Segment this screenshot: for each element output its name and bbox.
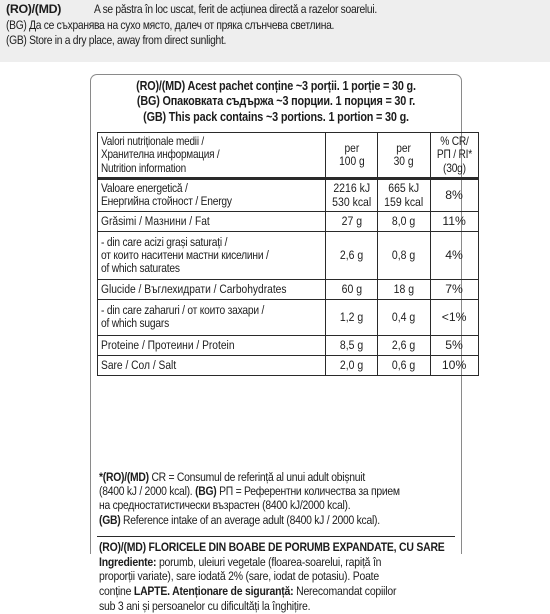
left-margin: [0, 62, 90, 550]
table-row-saturates: [98, 232, 479, 280]
portion-bg: (BG) Опаковката съдържа ~3 порции. 1 порция = 30 г.: [136, 94, 416, 109]
salt-ri: 10%: [430, 356, 478, 376]
product-description: [99, 540, 455, 614]
fat-p30: 8,0 g: [392, 213, 416, 228]
header-ri-a: % CR/: [439, 134, 469, 149]
storage-info: [0, 0, 550, 62]
protein-ri: 5%: [430, 336, 478, 356]
energy-p30-kj: 665 kJ: [388, 181, 420, 196]
ingredients-line-1: porumb, uleiuri vegetale (floarea-soarelui, rapiță în: [156, 554, 382, 569]
energy-label-b: Енергийна стойност / Energy: [101, 194, 232, 209]
energy-ri: 8%: [430, 179, 478, 212]
sugar-p30: 0,4 g: [392, 309, 416, 324]
salt-p30: 0,6 g: [392, 357, 416, 372]
allergen-warning: LAPTE. Atenționare de siguranță:: [133, 584, 294, 599]
ingredients-line-3b: Nerecomandat copiilor: [293, 584, 397, 599]
footnote-line-1: CR = Consumul de referință al unui adult obișnuit: [148, 470, 365, 484]
sat-label-c: of which saturates: [101, 261, 180, 275]
carb-p100: 60 g: [341, 281, 362, 296]
protein-p100: 8,5 g: [339, 337, 364, 352]
fat-p100: 27 g: [341, 213, 362, 228]
sugar-label-a: - din care zaharuri / от които захари /: [101, 303, 265, 318]
sat-label-b: от които наситени мастни киселини /: [101, 247, 269, 262]
sat-p30: 0,8 g: [392, 247, 416, 262]
footnote-line-2a: (8400 kJ / 2000 kcal).: [99, 484, 196, 499]
table-row-energy: [98, 179, 479, 212]
product-title: (RO)/(MD) FLORICELE DIN BOABE DE PORUMB EXPANDATE, CU SARE: [99, 540, 445, 554]
storage-gb: (GB) Store in a dry place, away from direct sunlight.: [6, 33, 227, 48]
ingredients-line-4: sub 3 ani și persoanelor cu dificultăți la înghițire.: [99, 598, 311, 613]
table-row-fat: [98, 212, 479, 232]
header-per100-a: per: [344, 140, 359, 155]
header-label-gb: Nutrition information: [101, 160, 186, 175]
table-header-row: [98, 133, 479, 179]
header-per30-b: 30 g: [393, 154, 414, 168]
header-per30-a: per: [396, 140, 412, 155]
storage-ro: A se păstra în loc uscat, ferit de acțiunea directă a razelor soarelui.: [94, 2, 377, 16]
salt-p100: 2,0 g: [339, 357, 364, 372]
ingredients-line-2: proporții variate), sare iodată 2% (sare, iodat de potasiu). Poate: [99, 569, 379, 584]
header-ri-c: (30g): [442, 160, 466, 175]
footnote-gb-label: (GB): [99, 512, 121, 527]
header-ri-b: РП / RI*: [436, 147, 472, 162]
table-row-protein: [98, 336, 479, 356]
reference-intake-footnote: [99, 470, 455, 527]
sat-label-a: - din care acizi grași saturați /: [101, 234, 228, 249]
energy-p30-kcal: 159 kcal: [384, 194, 424, 209]
footnote-line-4: Reference intake of an average adult (8400 kJ / 2000 kcal).: [120, 512, 380, 527]
carb-label: Glucide / Въглехидрати / Carbohydrates: [101, 281, 287, 296]
sat-p100: 2,6 g: [339, 247, 364, 262]
salt-label: Sare / Сол / Salt: [101, 357, 177, 372]
table-row-sugars: [98, 300, 479, 336]
header-per100-b: 100 g: [338, 154, 365, 168]
sugar-p100: 1,2 g: [339, 309, 364, 324]
footnote-ro-label: *(RO)/(MD): [99, 470, 149, 484]
portion-info: [91, 75, 461, 125]
ingredients-label: Ingrediente:: [99, 554, 157, 569]
header-ri-cell: [430, 133, 478, 179]
footnote-line-2b: РП = Референтни количества за прием: [216, 484, 400, 499]
footnote-line-3: на средностатистически възрастен (8400 kJ/2000 kcal).: [99, 498, 351, 513]
storage-ro-label: (RO)/(MD): [6, 2, 62, 16]
energy-p100-kcal: 530 kcal: [332, 194, 372, 209]
nutrition-table: [97, 132, 479, 376]
carb-ri: 7%: [430, 280, 478, 300]
carb-p30: 18 g: [393, 281, 415, 296]
header-per100-cell: [325, 133, 377, 179]
portion-gb: (GB) This pack contains ~3 portions. 1 portion = 30 g.: [143, 109, 409, 124]
portion-ro: (RO)/(MD) Acest pachet conține ~3 porții. 1 porție = 30 g.: [136, 79, 416, 93]
table-row-carbohydrates: [98, 280, 479, 300]
energy-label-a: Valoare energetică /: [101, 181, 188, 196]
nutrition-label-panel: [90, 74, 472, 613]
header-per30-cell: [378, 133, 430, 179]
divider: [97, 536, 455, 537]
table-row-salt: [98, 356, 479, 376]
fat-ri: 11%: [430, 212, 478, 232]
ingredients-line-3a: conține: [99, 584, 134, 599]
header-label-cell: [98, 133, 326, 179]
header-label-bg: Хранителна информация /: [101, 147, 220, 162]
footnote-bg-label: (BG): [195, 484, 217, 499]
sugar-label-b: of which sugars: [101, 316, 169, 331]
protein-p30: 2,6 g: [392, 337, 416, 352]
storage-bg: (BG) Да се съхранява на сухо място, далеч от пряка слънчева светлина.: [6, 17, 335, 32]
fat-label: Grăsimi / Мазнини / Fat: [101, 213, 210, 228]
header-label-ro: Valori nutriționale medii /: [101, 134, 204, 149]
energy-p100-kj: 2216 kJ: [333, 181, 370, 196]
sat-ri: 4%: [430, 232, 478, 280]
protein-label: Proteine / Протеини / Protein: [101, 337, 235, 352]
sugar-ri: <1%: [430, 300, 478, 336]
